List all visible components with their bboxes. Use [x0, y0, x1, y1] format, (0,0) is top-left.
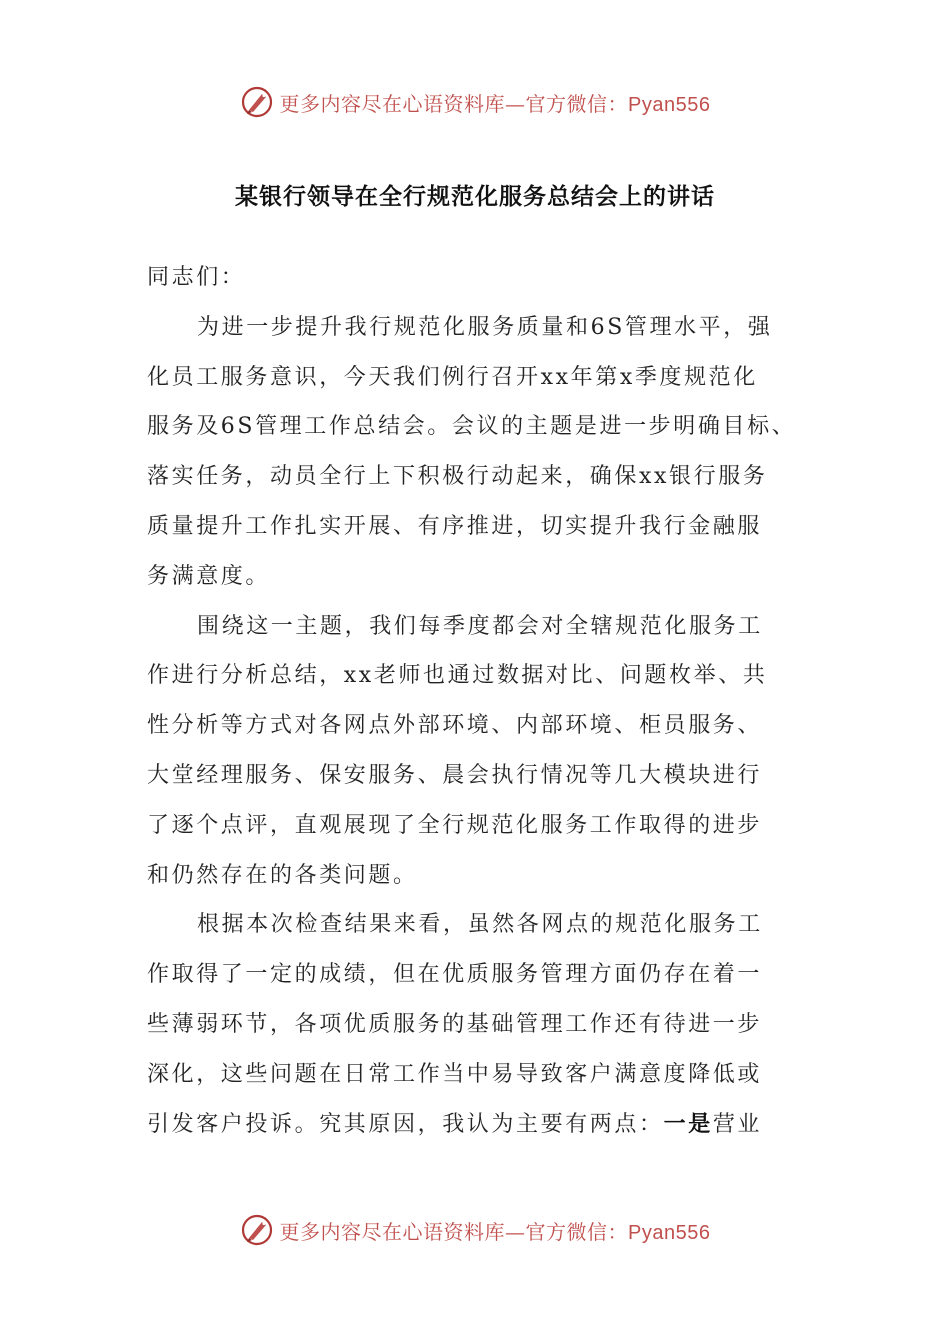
paragraph-line: 性分析等方式对各网点外部环境、内部环境、柜员服务、 — [147, 713, 763, 739]
watermark-text: 更多内容尽在心语资料库—官方微信：Pyan556 — [279, 91, 711, 116]
paragraph-line: 围绕这一主题，我们每季度都会对全辖规范化服务工 — [197, 613, 763, 639]
paragraph-line: 深化，这些问题在日常工作当中易导致客户满意度降低或 — [147, 1061, 763, 1087]
paragraph-line: 落实任务，动员全行上下积极行动起来，确保xx银行服务 — [147, 464, 768, 490]
paragraph-line: 作取得了一定的成绩，但在优质服务管理方面仍存在着一 — [147, 962, 763, 988]
paragraph-line-last: 引发客户投诉。究其原因，我认为主要有两点：一是营业 — [147, 1110, 763, 1137]
watermark-banner-top — [0, 82, 950, 122]
paragraph-line: 服务及6S管理工作总结会。会议的主题是进一步明确目标、 — [147, 414, 797, 440]
greeting: 同志们： — [147, 265, 246, 290]
pen-logo-icon — [240, 1213, 274, 1247]
document-body — [147, 253, 797, 1149]
watermark-text: 更多内容尽在心语资料库—官方微信：Pyan556 — [279, 1219, 711, 1244]
paragraph-line: 质量提升工作扎实开展、有序推进，切实提升我行金融服 — [147, 513, 763, 539]
paragraph-line: 大堂经理服务、保安服务、晨会执行情况等几大模块进行 — [147, 762, 763, 788]
paragraph-line: 和仍然存在的各类问题。 — [147, 862, 418, 888]
paragraph-line: 为进一步提升我行规范化服务质量和6S管理水平，强 — [197, 314, 773, 340]
emphasis-first-point: 一是 — [663, 1110, 713, 1137]
watermark-banner-bottom — [0, 1210, 950, 1250]
paragraph-line: 作进行分析总结，xx老师也通过数据对比、问题枚举、共 — [147, 663, 768, 689]
paragraph-line: 根据本次检查结果来看，虽然各网点的规范化服务工 — [197, 912, 763, 938]
pen-logo-icon — [240, 85, 274, 119]
document-title: 某银行领导在全行规范化服务总结会上的讲话 — [235, 183, 715, 210]
paragraph-line: 务满意度。 — [147, 563, 271, 589]
paragraph-line: 化员工服务意识，今天我们例行召开xx年第x季度规范化 — [147, 364, 758, 390]
paragraph-line: 些薄弱环节，各项优质服务的基础管理工作还有待进一步 — [147, 1011, 763, 1037]
paragraph-line: 了逐个点评，直观展现了全行规范化服务工作取得的进步 — [147, 812, 763, 838]
